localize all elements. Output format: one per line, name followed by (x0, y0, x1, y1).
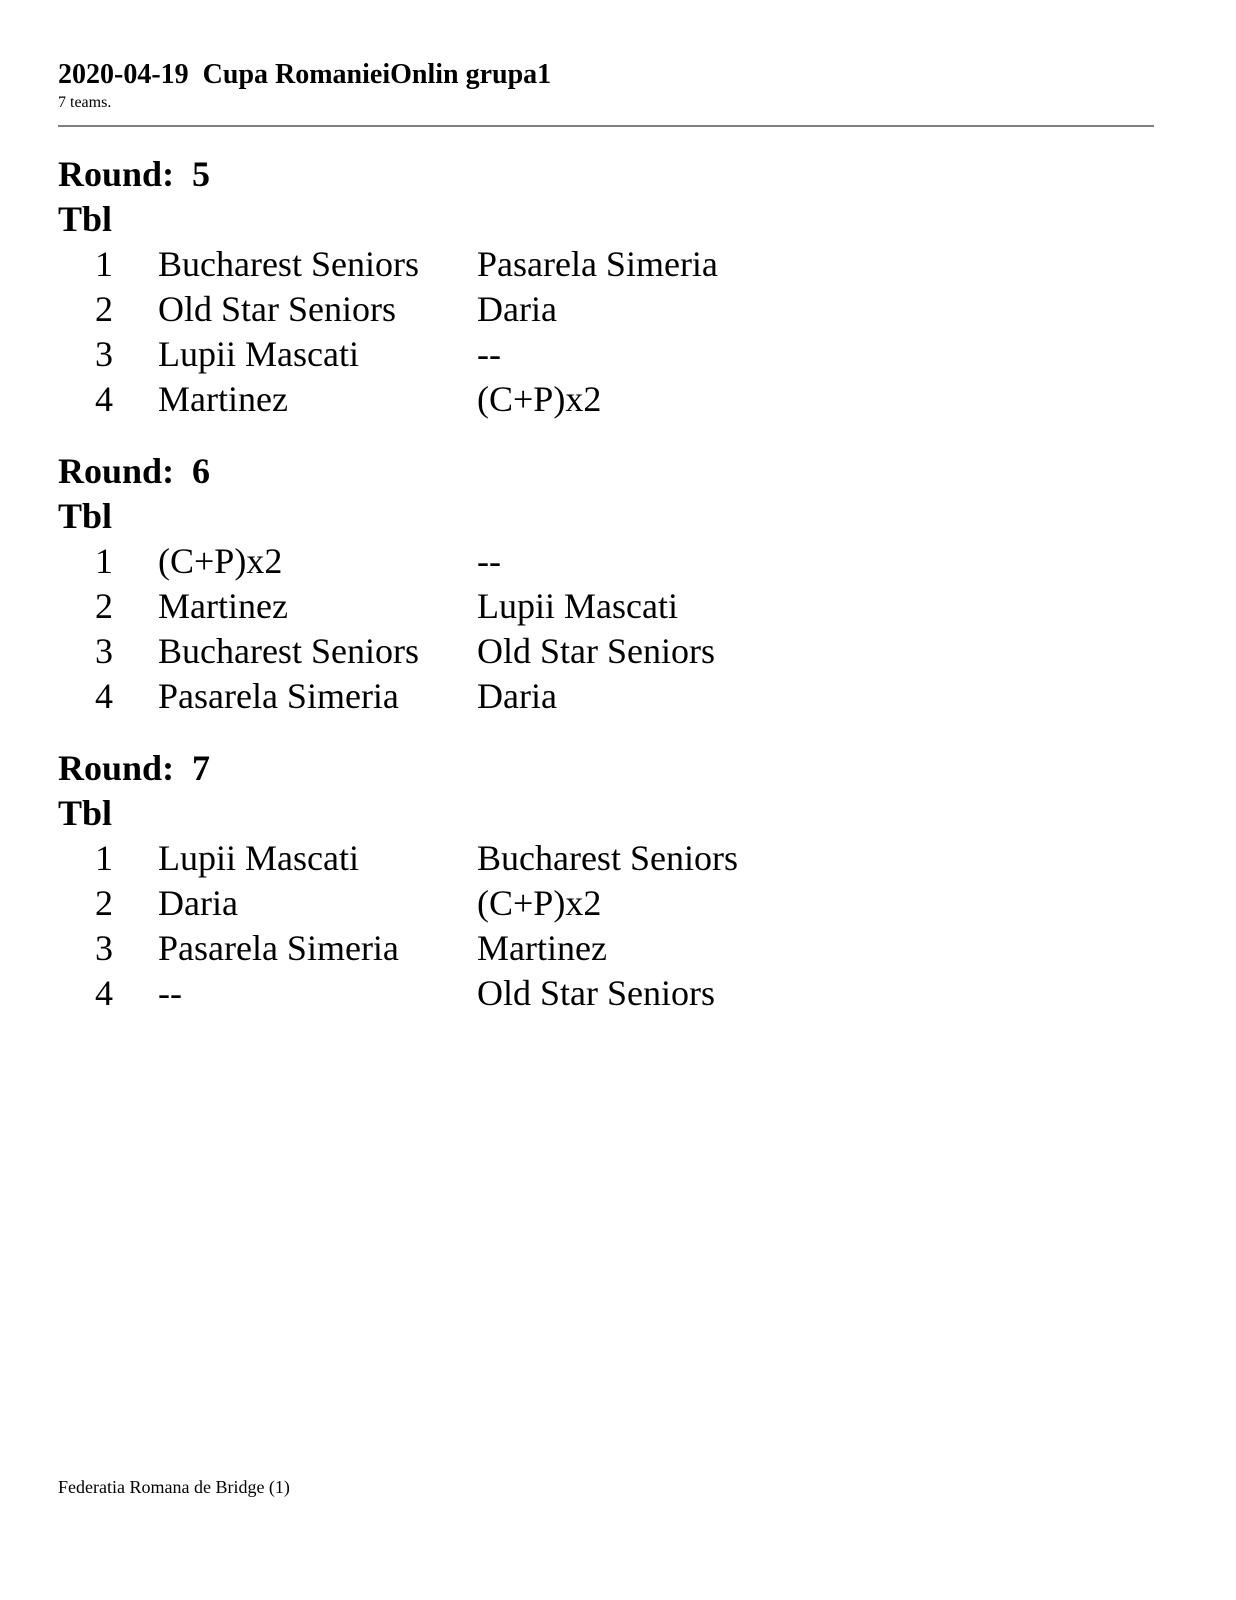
table-number: 1 (95, 244, 113, 284)
away-team: (C+P)x2 (477, 379, 602, 419)
table-number: 1 (95, 541, 113, 581)
table-number: 1 (95, 838, 113, 878)
away-team: -- (477, 334, 501, 374)
table-column-heading: Tbl (58, 793, 113, 833)
match-row (58, 926, 1154, 971)
home-team: -- (158, 973, 182, 1013)
home-team: Old Star Seniors (158, 289, 396, 329)
match-row (58, 674, 1154, 719)
away-team: Bucharest Seniors (477, 838, 738, 878)
round-section (58, 746, 1154, 1016)
home-team: Pasarela Simeria (158, 928, 399, 968)
home-team: Lupii Mascati (158, 334, 359, 374)
away-team: Pasarela Simeria (477, 244, 718, 284)
table-column-heading: Tbl (58, 199, 113, 239)
table-number: 2 (95, 289, 113, 329)
round-section (58, 152, 1154, 422)
table-number: 2 (95, 586, 113, 626)
away-team: (C+P)x2 (477, 883, 602, 923)
home-team: Lupii Mascati (158, 838, 359, 878)
match-row (58, 242, 1154, 287)
table-number: 3 (95, 928, 113, 968)
home-team: Bucharest Seniors (158, 631, 419, 671)
table-number: 4 (95, 973, 113, 1013)
match-row (58, 881, 1154, 926)
table-column-heading: Tbl (58, 496, 113, 536)
table-number: 3 (95, 334, 113, 374)
away-team: Daria (477, 676, 557, 716)
home-team: (C+P)x2 (158, 541, 283, 581)
match-row (58, 539, 1154, 584)
home-team: Martinez (158, 586, 288, 626)
rounds-list (58, 152, 1154, 1043)
home-team: Bucharest Seniors (158, 244, 419, 284)
table-number: 4 (95, 379, 113, 419)
home-team: Daria (158, 883, 238, 923)
document-title: 2020-04-19 Cupa RomanieiOnlin grupa1 (58, 59, 552, 90)
match-row (58, 287, 1154, 332)
home-team: Pasarela Simeria (158, 676, 399, 716)
match-row (58, 836, 1154, 881)
document-header (58, 58, 1154, 113)
match-row (58, 332, 1154, 377)
away-team: Old Star Seniors (477, 973, 715, 1013)
home-team: Martinez (158, 379, 288, 419)
match-row (58, 377, 1154, 422)
away-team: -- (477, 541, 501, 581)
away-team: Martinez (477, 928, 607, 968)
team-count: 7 teams. (58, 94, 112, 111)
round-heading: Round: 5 (58, 154, 211, 194)
header-divider (58, 125, 1154, 127)
away-team: Old Star Seniors (477, 631, 715, 671)
match-row (58, 584, 1154, 629)
away-team: Lupii Mascati (477, 586, 678, 626)
table-number: 3 (95, 631, 113, 671)
table-number: 4 (95, 676, 113, 716)
round-heading: Round: 7 (58, 748, 211, 788)
table-number: 2 (95, 883, 113, 923)
match-row (58, 971, 1154, 1016)
match-row (58, 629, 1154, 674)
round-heading: Round: 6 (58, 451, 211, 491)
round-section (58, 449, 1154, 719)
away-team: Daria (477, 289, 557, 329)
page-footer: Federatia Romana de Bridge (1) (58, 1477, 290, 1497)
